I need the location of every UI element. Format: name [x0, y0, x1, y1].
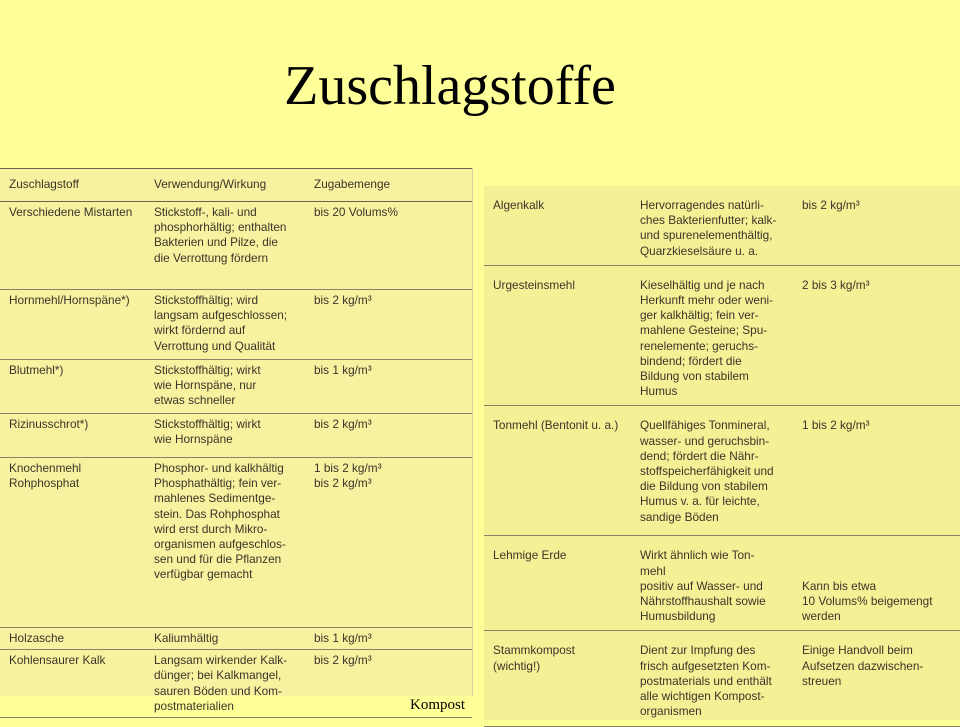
cell-line: Dient zur Impfung des: [640, 643, 756, 658]
cell-line: postmaterials und enthält: [640, 673, 772, 688]
cell-line: Stickstoffhältig; wirkt: [154, 363, 261, 377]
cell-line: bis 2 kg/m³: [802, 198, 860, 212]
cell-line: bis 2 kg/m³: [314, 293, 372, 307]
cell-line: stein. Das Rohphosphat: [154, 506, 280, 521]
cell-line: Humus: [640, 384, 678, 399]
cell-line: werden: [802, 609, 841, 624]
footer-label: Kompost: [410, 697, 466, 713]
cell-line: Rohphosphat: [9, 476, 80, 491]
cell-amount: [800, 406, 960, 536]
cell-line: phosphorhältig; enthalten: [154, 220, 287, 235]
table-row: [0, 202, 472, 290]
cell-amount: [800, 536, 960, 631]
cell-line: Stickstoffhältig; wird: [154, 293, 259, 307]
cell-line: Kohlensaurer Kalk: [9, 653, 106, 668]
cell-line: dünger; bei Kalkmangel,: [154, 668, 282, 683]
right-table: [484, 186, 960, 727]
cell-line: Tonmehl (Bentonit u. a.): [493, 418, 619, 433]
cell-line: wird erst durch Mikro-: [154, 521, 268, 536]
cell-line: bis 1 kg/m³: [314, 631, 372, 645]
cell-line: Humus v. a. für leichte,: [640, 494, 760, 509]
cell-name: [0, 458, 154, 628]
cell-effect: [154, 458, 312, 628]
cell-line: sauren Böden und Kom-: [154, 683, 282, 698]
table-row: [484, 265, 960, 406]
cell-amount: [312, 202, 472, 290]
cell-line: Kann bis etwa: [802, 578, 877, 593]
cell-line: Bakterien und Pilze, die: [154, 235, 278, 250]
cell-line: mehl: [640, 563, 666, 578]
cell-line: Holzasche: [9, 631, 65, 645]
cell-line: Kieselhältig und je nach: [640, 277, 765, 292]
cell-effect: [640, 186, 800, 265]
cell-amount: [800, 631, 960, 727]
cell-line: ches Bakterienfutter; kalk-: [640, 213, 777, 228]
cell-amount: [312, 290, 472, 360]
cell-line: verfügbar gemacht: [154, 567, 253, 582]
cell-name: [484, 536, 640, 631]
right-table-scan: [484, 186, 960, 720]
cell-name: [484, 186, 640, 265]
table-row: [484, 406, 960, 536]
cell-line: Verrottung und Qualität: [154, 338, 276, 353]
cell-line: langsam aufgeschlossen;: [154, 308, 288, 323]
cell-line: Stammkompost: [493, 643, 575, 658]
cell-line: Kaliumhältig: [154, 631, 219, 645]
header-zuschlagstoff: Zuschlagstoff: [0, 169, 154, 202]
cell-line: Bildung von stabilem: [640, 369, 749, 384]
cell-line: streuen: [802, 673, 842, 688]
cell-line: Verschiedene Mistarten: [9, 205, 133, 219]
cell-line: Herkunft mehr oder weni-: [640, 293, 774, 308]
cell-line: Wirkt ähnlich wie Ton-: [640, 548, 755, 563]
cell-line: etwas schneller: [154, 393, 236, 408]
slide-title: Zuschlagstoffe: [284, 55, 616, 117]
cell-name: [0, 290, 154, 360]
header-verwendung: Verwendung/Wirkung: [154, 169, 312, 202]
cell-line: frisch aufgesetzten Kom-: [640, 658, 771, 673]
cell-name: [0, 414, 154, 458]
cell-line: organismen aufgeschlos-: [154, 537, 286, 552]
cell-line: Einige Handvoll beim: [802, 643, 913, 658]
cell-line: (wichtig!): [493, 658, 541, 673]
cell-line: bis 2 kg/m³: [314, 653, 372, 668]
cell-line: Algenkalk: [493, 198, 545, 212]
cell-line: Quarzkieselsäure u. a.: [640, 243, 759, 258]
cell-line: Quellfähiges Tonmineral,: [640, 418, 770, 433]
cell-line: bis 2 kg/m³: [314, 476, 372, 491]
cell-line: Urgesteinsmehl: [493, 277, 575, 292]
cell-name: [484, 631, 640, 727]
cell-line: positiv auf Wasser- und: [640, 578, 763, 593]
header-zugabemenge: Zugabemenge: [312, 169, 472, 202]
cell-effect: [154, 290, 312, 360]
table-row: [484, 536, 960, 631]
cell-line: wasser- und geruchsbin-: [640, 433, 770, 448]
cell-line: wirkt fördernd auf: [154, 323, 246, 338]
cell-line: dend; fördert die Nähr-: [640, 448, 759, 463]
table-row: [484, 186, 960, 265]
table-row: [0, 628, 472, 650]
cell-amount: [312, 360, 472, 414]
cell-name: [0, 650, 154, 718]
cell-line: bis 1 kg/m³: [314, 363, 372, 377]
cell-line: Hornmehl/Hornspäne*): [9, 293, 130, 307]
cell-line: mahlenes Sedimentge-: [154, 491, 276, 506]
table-row: [0, 458, 472, 628]
cell-line: ger kalkhältig; fein ver-: [640, 308, 759, 323]
table-row: [0, 414, 472, 458]
cell-effect: [154, 650, 312, 718]
cell-line: Aufsetzen dazwischen-: [802, 658, 924, 673]
cell-line: und spurenelementhältig,: [640, 228, 773, 243]
cell-line: Stickstoff-, kali- und: [154, 205, 257, 219]
cell-line: [802, 548, 960, 563]
cell-line: 10 Volums% beigemengt: [802, 594, 933, 609]
cell-effect: [154, 202, 312, 290]
cell-line: organismen: [640, 704, 702, 719]
cell-line: sen und für die Pflanzen: [154, 552, 282, 567]
cell-effect: [640, 265, 800, 406]
cell-effect: [154, 360, 312, 414]
cell-line: Phosphor- und kalkhältig: [154, 461, 284, 475]
cell-amount: [800, 265, 960, 406]
cell-line: Humusbildung: [640, 609, 716, 624]
cell-name: [484, 406, 640, 536]
cell-amount: [312, 458, 472, 628]
cell-line: mahlene Gesteine; Spu-: [640, 323, 768, 338]
cell-line: postmaterialien: [154, 698, 234, 713]
cell-line: wie Hornspäne, nur: [154, 378, 257, 393]
cell-effect: [640, 536, 800, 631]
left-table-scan: [0, 168, 473, 713]
cell-name: [484, 265, 640, 406]
cell-line: Phosphathältig; fein ver-: [154, 476, 282, 491]
cell-line: sandige Böden: [640, 509, 719, 524]
cell-name: [0, 202, 154, 290]
cell-line: bindend; fördert die: [640, 353, 742, 368]
cell-line: [802, 564, 960, 579]
cell-line: bis 20 Volums%: [314, 205, 398, 219]
cell-line: Rizinusschrot*): [9, 417, 89, 431]
cell-effect: [154, 414, 312, 458]
cell-amount: [312, 414, 472, 458]
table-row: [484, 631, 960, 727]
table-row: [0, 290, 472, 360]
cell-amount: [312, 628, 472, 650]
cell-effect: [640, 406, 800, 536]
cell-name: [0, 360, 154, 414]
table-row: [0, 360, 472, 414]
cell-effect: [640, 631, 800, 727]
cell-line: wie Hornspäne: [154, 432, 233, 447]
left-table-header: [0, 169, 472, 202]
cell-line: 1 bis 2 kg/m³: [314, 461, 382, 475]
cell-name: [0, 628, 154, 650]
cell-line: alle wichtigen Kompost-: [640, 689, 765, 704]
cell-line: stoffspeicherfähigkeit und: [640, 464, 774, 479]
cell-line: 2 bis 3 kg/m³: [802, 277, 870, 292]
cell-amount: [800, 186, 960, 265]
table-row: [0, 650, 472, 718]
cell-line: die Bildung von stabilem: [640, 479, 768, 494]
cell-line: Langsam wirkender Kalk-: [154, 653, 288, 668]
cell-line: die Verrottung fördern: [154, 250, 269, 265]
cell-line: Nährstoffhaushalt sowie: [640, 594, 766, 609]
cell-line: Blutmehl*): [9, 363, 64, 377]
cell-line: 1 bis 2 kg/m³: [802, 418, 870, 433]
cell-line: Knochenmehl: [9, 461, 82, 475]
cell-line: Lehmige Erde: [493, 548, 567, 563]
cell-line: Stickstoffhältig; wirkt: [154, 417, 261, 431]
cell-line: bis 2 kg/m³: [314, 417, 372, 431]
cell-effect: [154, 628, 312, 650]
cell-line: Hervorragendes natürli-: [640, 198, 764, 212]
left-table: [0, 168, 472, 718]
cell-line: renelemente; geruchs-: [640, 338, 759, 353]
